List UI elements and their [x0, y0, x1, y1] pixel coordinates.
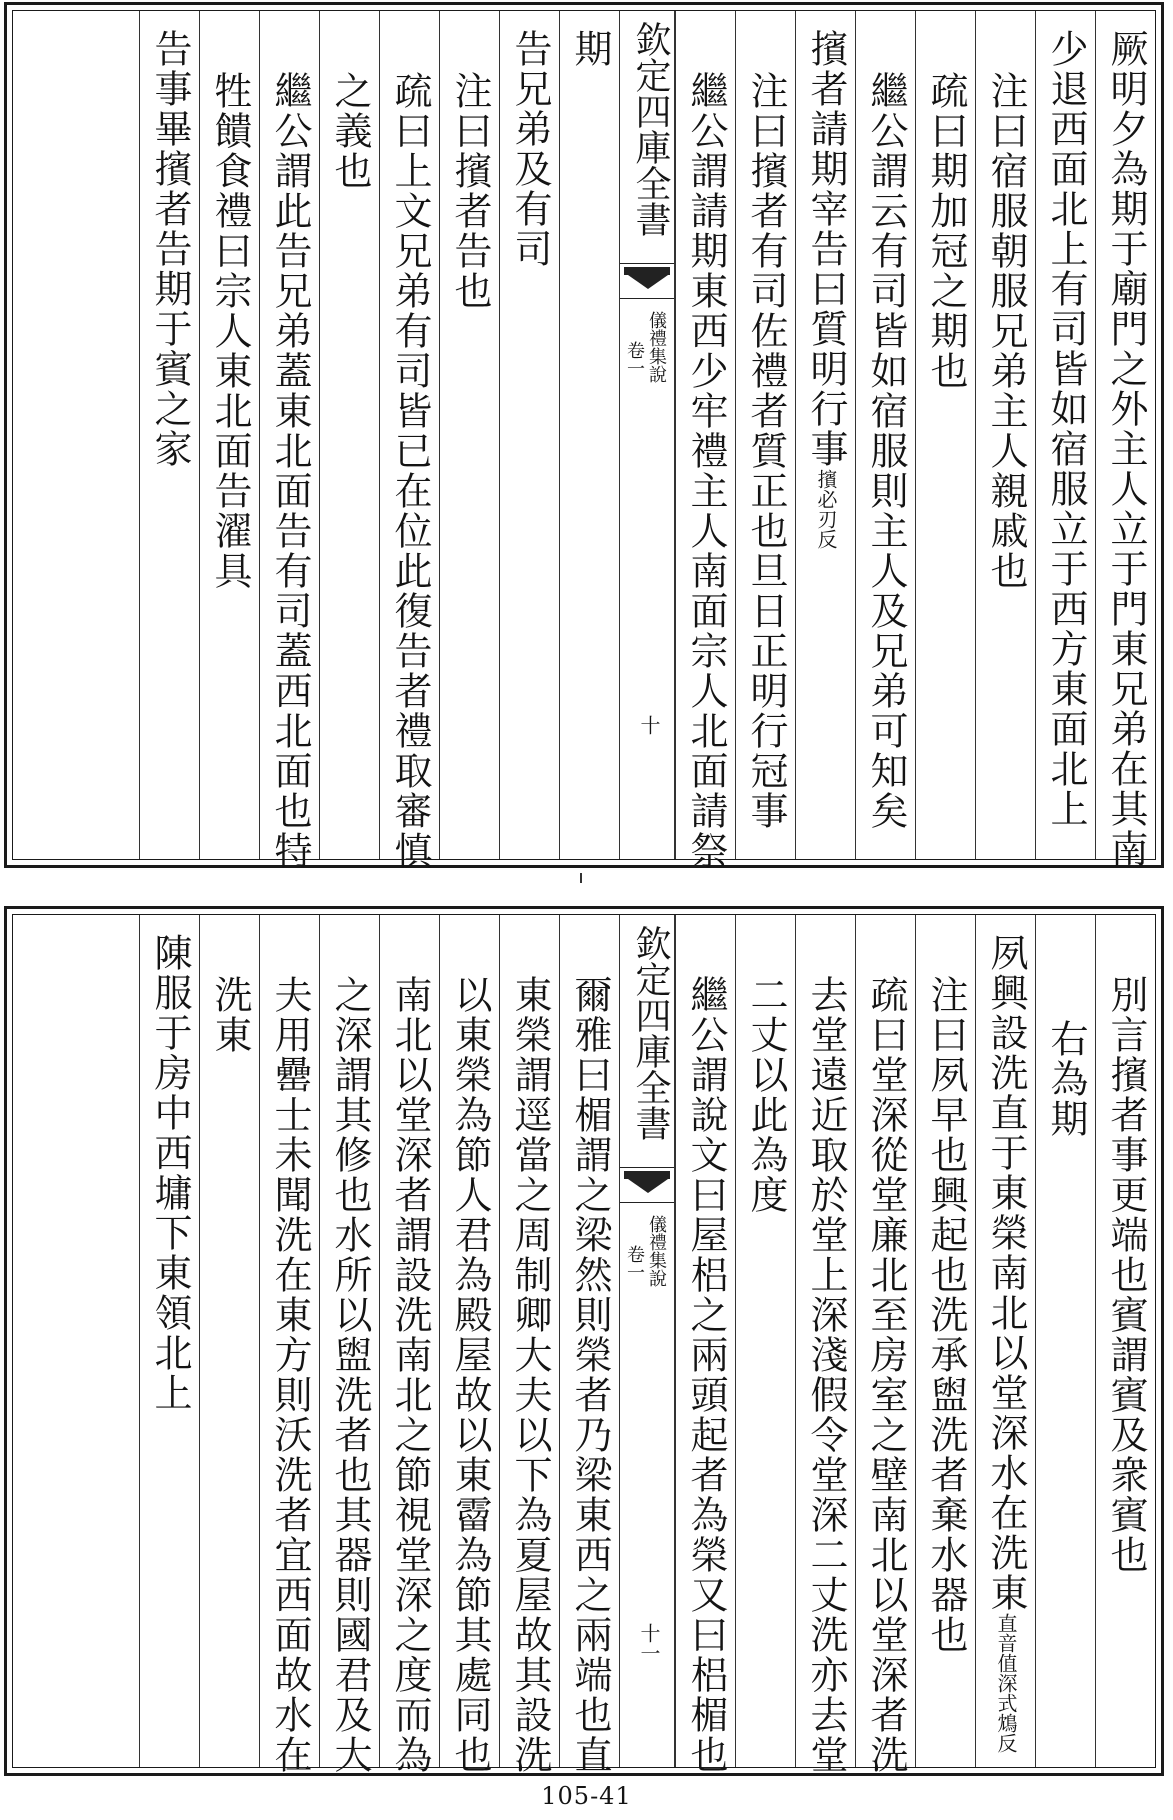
- text-column: [795, 11, 855, 859]
- folio-number: 十一: [637, 1623, 661, 1663]
- text-column: [199, 915, 259, 1767]
- juan-number: 卷一: [624, 1245, 645, 1281]
- text-column: [675, 915, 735, 1775]
- text-column: [319, 11, 379, 859]
- text-column: [855, 915, 915, 1775]
- column-text: 注曰擯者有司佐禮者質正也旦日正明行冠事: [744, 71, 788, 831]
- column-text: 之義也: [328, 71, 372, 191]
- column-text: 牲饋食禮曰宗人東北面告濯具: [208, 71, 252, 591]
- column-text: 注曰夙早也興起也洗承盥洗者棄水器也: [924, 975, 968, 1655]
- text-column: [259, 11, 319, 871]
- column-text: 繼公謂說文曰屋梠之兩頭起者為榮又曰梠楣也: [684, 975, 728, 1775]
- column-text: 繼公謂請期東西少牢禮主人南面宗人北面請祭: [684, 71, 728, 871]
- upper-page-frame: [12, 10, 1156, 871]
- center-band: [619, 11, 675, 859]
- column-text: 夫用罍士未聞洗在東方則沃洗者宜西面故水在: [268, 975, 312, 1775]
- text-column: [675, 11, 735, 871]
- text-column: [1035, 11, 1095, 859]
- text-column: [1095, 915, 1155, 1767]
- text-column: [1035, 915, 1095, 1767]
- text-column: [559, 915, 619, 1775]
- fish-tail-mark: [620, 263, 674, 299]
- folio-number: 十: [637, 715, 661, 735]
- column-text: 繼公謂云有司皆如宿服則主人及兄弟可知矣: [864, 71, 908, 831]
- lower-page: [4, 906, 1164, 1776]
- text-column: [499, 915, 559, 1775]
- pronunciation-note: 擯必刃反: [814, 469, 838, 549]
- text-column: [795, 915, 855, 1775]
- text-column: [319, 915, 379, 1775]
- column-text: 南北以堂深者謂設洗南北之節視堂深之度而為: [388, 975, 432, 1775]
- text-column: [735, 11, 795, 859]
- column-text: 疏曰堂深從堂廉北至房室之壁南北以堂深者洗: [864, 975, 908, 1775]
- column-text: 二丈以此為度: [744, 975, 788, 1215]
- text-column: [735, 915, 795, 1767]
- lower-page-frame: [12, 914, 1156, 1775]
- collection-title: 欽定四庫全書: [630, 925, 671, 1141]
- text-column: [199, 11, 259, 859]
- page-divider-mark: [580, 873, 582, 883]
- text-column: [975, 915, 1035, 1767]
- column-text: 告事畢擯者告期于賓之家: [148, 29, 192, 469]
- text-column: [139, 915, 199, 1767]
- column-text: 夙興設洗直于東榮南北以堂深水在洗東: [984, 933, 1028, 1613]
- text-column: [915, 11, 975, 859]
- column-text: 疏曰期加冠之期也: [924, 71, 968, 391]
- text-column: [915, 915, 975, 1767]
- column-text: 厥明夕為期于廟門之外主人立于門東兄弟在其南: [1104, 29, 1148, 869]
- column-text: 洗東: [208, 975, 252, 1055]
- column-text: 陳服于房中西墉下東領北上: [148, 933, 192, 1413]
- text-column: [975, 11, 1035, 859]
- column-text: 之深謂其修也水所以盥洗者也其器則國君及大: [328, 975, 372, 1775]
- column-text: 別言擯者事更端也賓謂賓及衆賓也: [1104, 975, 1148, 1575]
- column-text: 爾雅曰楣謂之梁然則榮者乃梁東西之兩端也直: [568, 975, 612, 1775]
- juan-number: 卷一: [624, 341, 645, 377]
- column-text: 告兄弟及有司: [508, 29, 552, 269]
- text-column: [439, 11, 499, 859]
- book-title: 儀禮集說: [646, 1215, 667, 1287]
- text-column: [139, 11, 199, 859]
- column-text: 期: [568, 29, 612, 69]
- column-text: 去堂遠近取於堂上深淺假令堂深二丈洗亦去堂: [804, 975, 848, 1775]
- pronunciation-note: 直音值深式鴆反: [994, 1613, 1018, 1753]
- center-band: [619, 915, 675, 1767]
- column-text: 擯者請期宰告曰質明行事: [804, 29, 848, 469]
- text-column: [1095, 11, 1155, 869]
- text-column: [439, 915, 499, 1775]
- column-text: 注曰宿服朝服兄弟主人親戚也: [984, 71, 1028, 591]
- text-column: [379, 915, 439, 1775]
- page-number: 105-41: [541, 1782, 632, 1810]
- text-column: [499, 11, 559, 859]
- text-column: [259, 915, 319, 1775]
- text-column: [379, 11, 439, 871]
- book-title: 儀禮集說: [646, 311, 667, 383]
- text-column: [559, 11, 619, 859]
- column-text: 右為期: [1044, 1019, 1088, 1139]
- collection-title: 欽定四庫全書: [630, 21, 671, 237]
- column-text: 以東榮為節人君為殿屋故以東霤為節其處同也: [448, 975, 492, 1775]
- fish-tail-mark: [620, 1167, 674, 1203]
- column-text: 疏曰上文兄弟有司皆已在位此復告者禮取審慎: [388, 71, 432, 871]
- column-text: 繼公謂此告兄弟蓋東北面告有司蓋西北面也特: [268, 71, 312, 871]
- column-text: 東榮謂逕當之周制卿大夫以下為夏屋故其設洗: [508, 975, 552, 1775]
- column-text: 少退西面北上有司皆如宿服立于西方東面北上: [1044, 29, 1088, 829]
- text-column: [855, 11, 915, 859]
- column-text: 注曰擯者告也: [448, 71, 492, 311]
- upper-page: [4, 2, 1164, 871]
